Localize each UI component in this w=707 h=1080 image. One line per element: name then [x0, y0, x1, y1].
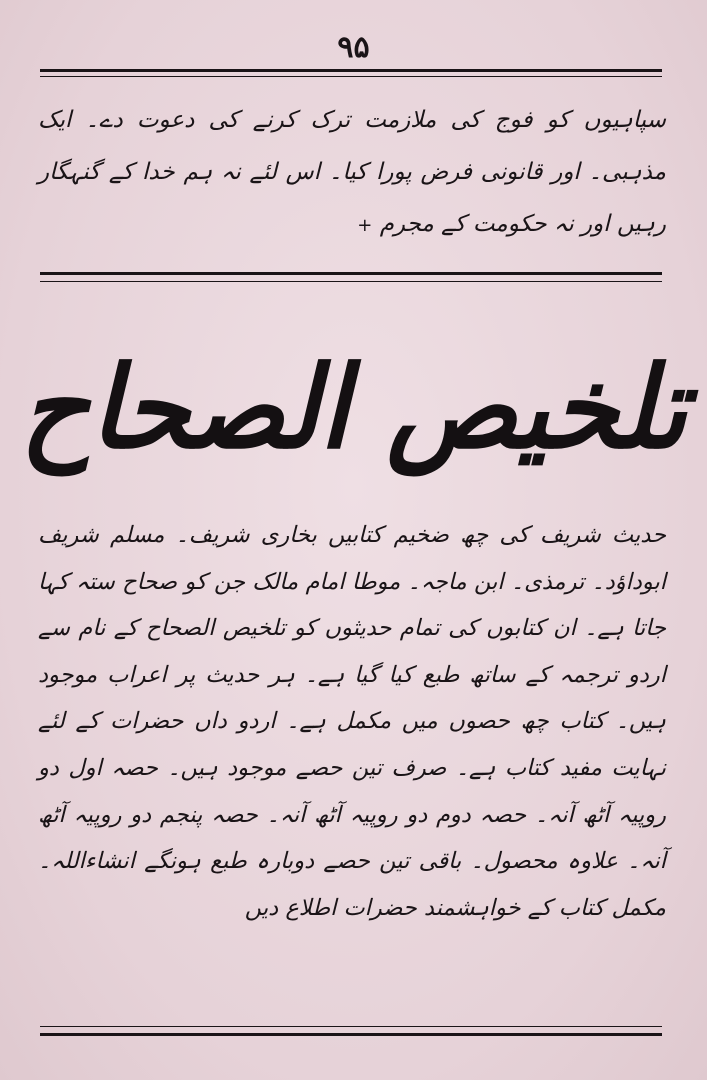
top-rule-lower [40, 76, 662, 77]
bottom-rule-upper [40, 1026, 662, 1027]
intro-end-mark: + [357, 215, 373, 236]
section-rule-upper [40, 272, 662, 275]
intro-paragraph [38, 94, 666, 252]
bottom-rule-lower [40, 1033, 662, 1036]
body-paragraph: حدیث شریف کی چھ ضخیم کتابیں بخاری شریف۔ مسلم شریف ابوداؤد۔ ترمذی۔ ابن ماجہ۔ موطا امام مالک جن کو صحاح ستہ کہا جاتا ہے۔ ان کتابوں کی تمام حدیثوں کو تلخیص الصحاح کے نام سے اردو ترجمہ کے ساتھ طبع کیا گیا ہے۔ ہر حدیث پر اعراب موجود ہیں۔ کتاب چھ حصوں میں مکمل ہے۔ اردو داں حضرات کے لئے نہایت مفید کتاب ہے۔ صرف تین حصے موجود ہیں۔ حصہ اول دو روپیہ آٹھ آنہ۔ حصہ دوم دو روپیہ آٹھ آنہ۔ حصہ پنجم دو روپیہ آٹھ آنہ۔ علاوہ محصول۔ باقی تین حصے دوبارہ طبع ہونگے انشاءاللہ۔ مکمل کتاب کے خواہشمند حضرات اطلاع دیں [38, 522, 666, 921]
top-rule-upper [40, 69, 662, 72]
intro-text: سپاہیوں کو فوج کی ملازمت ترک کرنے کی دعوت دے۔ ایک مذہبی۔ اور قانونی فرض پورا کیا۔ اس لئے نہ ہم خدا کے گنہگار رہیں اور نہ حکومت کے مجرم [38, 107, 666, 237]
page-number: ۹۵ [337, 30, 370, 65]
section-title: تلخیص الصحاح [20, 341, 687, 475]
section-rule-lower [40, 281, 662, 282]
